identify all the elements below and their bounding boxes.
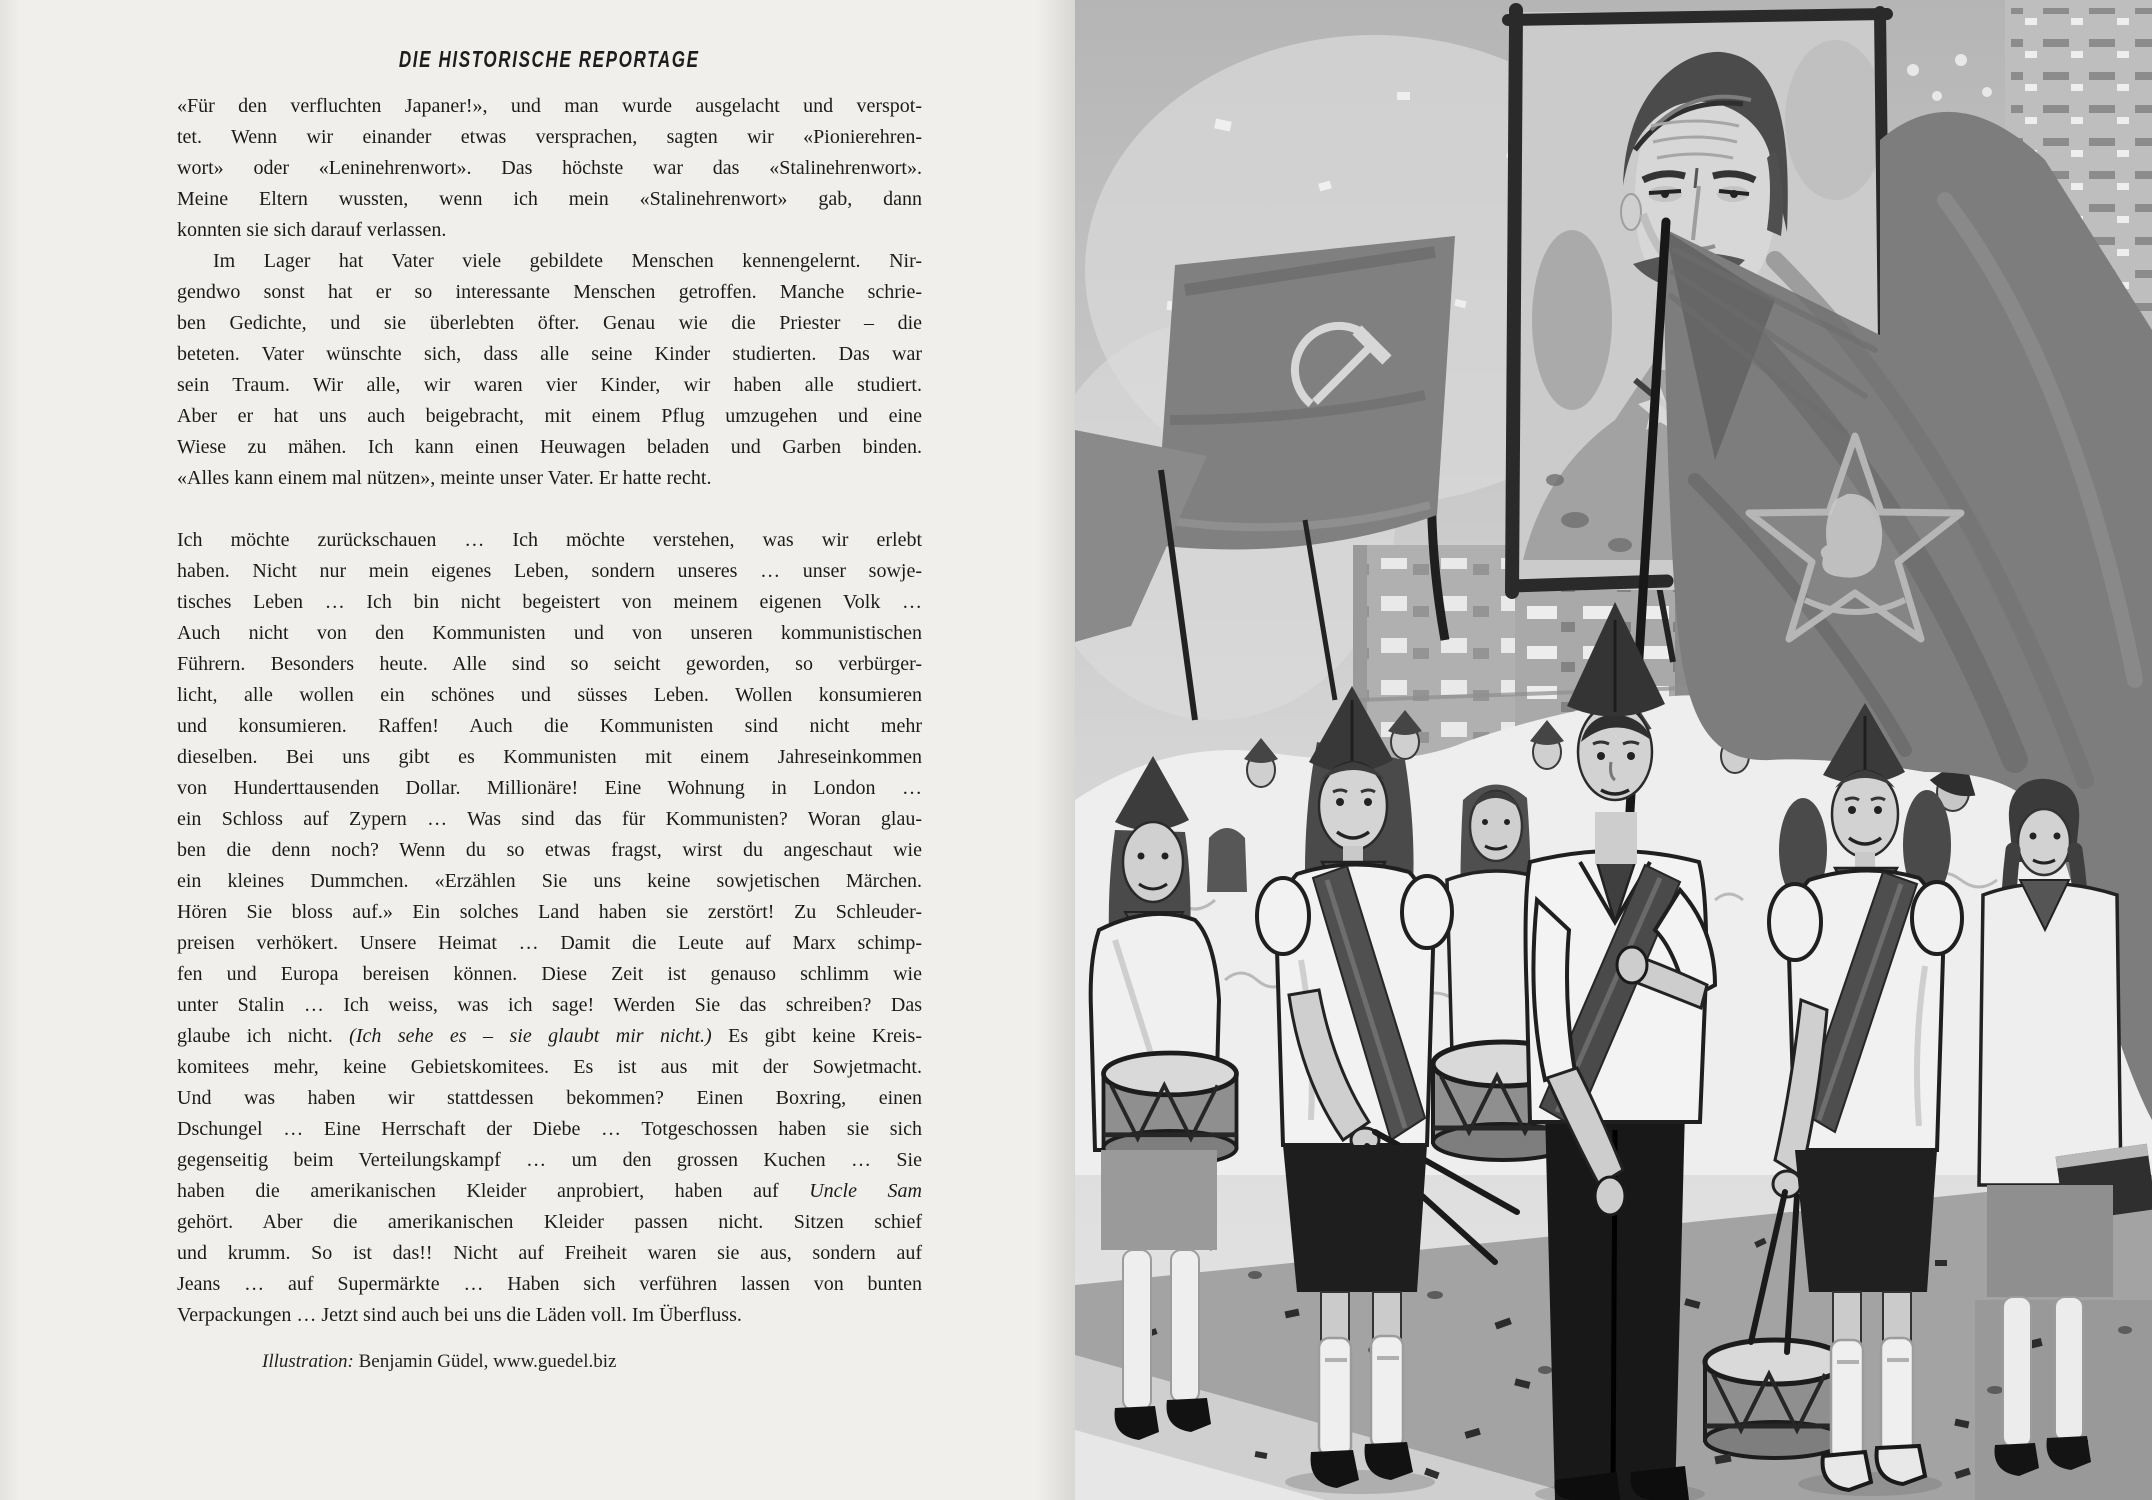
text-line: tet. Wenn wir einander etwas versprachen, sagten wir «Pionierehren-	[177, 126, 922, 148]
text-line: Verpackungen … Jetzt sind auch bei uns die Läden voll. Im Überfluss.	[177, 1304, 742, 1326]
text-line: preisen verhökert. Unsere Heimat … Damit die Leute auf Marx schimp-	[177, 932, 922, 954]
skirt	[1795, 1150, 1937, 1292]
credit-label: Illustration:	[262, 1351, 354, 1372]
text-line: Dschungel … Eine Herrschaft der Diebe … Totgeschossen haben sie sich	[177, 1118, 922, 1140]
page-edge-shadow	[0, 0, 20, 1500]
drum-front	[1705, 1340, 1845, 1458]
text-line: ben Gedichte, und sie überlebten öfter. Genau wie die Priester – die	[177, 312, 922, 334]
text-line: tisches Leben … Ich bin nicht begeistert von meinem eigenen Volk …	[177, 591, 922, 613]
text-line: Führern. Besonders heute. Alle sind so seicht geworden, so verbürger-	[177, 653, 922, 675]
section-kicker-label: DIE HISTORISCHE REPORTAGE	[399, 46, 700, 72]
text-line: sein Traum. Wir alle, wir waren vier Kinder, wir haben alle studiert.	[177, 374, 922, 396]
text-line: gendwo sonst hat er so interessante Menschen getroffen. Manche schrie-	[177, 281, 922, 303]
skirt	[1283, 1145, 1427, 1292]
text-line: glaube ich nicht. (Ich sehe es – sie glaubt mir nicht.) Es gibt keine Kreis-	[177, 1025, 923, 1047]
text-line: Im Lager hat Vater viele gebildete Menschen kennengelernt. Nir-	[213, 250, 922, 272]
text-page	[0, 0, 1075, 1500]
sandal	[1823, 1452, 1871, 1490]
text-line: Auch nicht von den Kommunisten und von unseren kommunistischen	[177, 622, 922, 644]
text-line: ben die denn noch? Wenn du so etwas fragst, wirst du angeschaut wie	[177, 839, 922, 861]
text-line: Ich möchte zurückschauen … Ich möchte verstehen, was wir erlebt	[177, 529, 922, 551]
text-line: ein kleines Dummchen. «Erzählen Sie uns keine sowjetischen Märchen.	[177, 870, 922, 892]
paragraph-space	[177, 494, 922, 525]
text-line: fen und Europa bereisen können. Diese Zeit ist genauso schlimm wie	[177, 963, 922, 985]
text-line: von Hunderttausenden Dollar. Millionäre! Eine Wohnung in London …	[177, 777, 922, 799]
text-line: Und was haben wir stattdessen bekommen? Einen Boxring, einen	[177, 1087, 922, 1109]
text-line: Wiese zu mähen. Ich kann einen Heuwagen beladen und Garben binden.	[177, 436, 922, 458]
text-line: haben. Nicht nur mein eigenes Leben, sondern unseres … unser sowje-	[177, 560, 922, 582]
text-line: gehört. Aber die amerikanischen Kleider passen nicht. Sitzen schief	[177, 1211, 922, 1233]
text-line: wort» oder «Leninehrenwort». Das höchste war das «Stalinehrenwort».	[177, 157, 922, 179]
text-line: Jeans … auf Supermärkte … Haben sich verführen lassen von bunten	[177, 1273, 922, 1295]
hand-lower	[1595, 1177, 1625, 1215]
text-line: dieselben. Bei uns gibt es Kommunisten mit einem Jahreseinkommen	[177, 746, 922, 768]
article-text	[177, 91, 922, 1331]
text-line: «Für den verfluchten Japaner!», und man wurde ausgelacht und verspot-	[177, 95, 922, 117]
text-line: unter Stalin … Ich weiss, was ich sage! Werden Sie das schreiben? Das	[177, 994, 922, 1016]
credit-text: Benjamin Güdel, www.guedel.biz	[353, 1351, 617, 1372]
text-line: Hören Sie bloss auf.» Ein solches Land haben sie zerstört! Zu Schleuder-	[177, 901, 922, 923]
text-line: Aber er hat uns auch beigebracht, mit einem Pflug umzugehen und eine	[177, 405, 922, 427]
text-line: licht, alle wollen ein schönes und süsses Leben. Wollen konsumieren	[177, 684, 922, 706]
text-line: beteten. Vater wünschte sich, dass alle seine Kinder studierten. Das war	[177, 343, 922, 365]
parade-illustration	[1075, 0, 2152, 1500]
text-line: ein Schloss auf Zypern … Was sind das für Kommunisten? Woran glau-	[177, 808, 922, 830]
page-gutter-shadow	[1037, 0, 1075, 1500]
text-line: und konsumieren. Raffen! Auch die Kommunisten sind nicht mehr	[177, 715, 922, 737]
text-line: und krumm. So ist das!! Nicht auf Freiheit waren sie aus, sondern auf	[177, 1242, 922, 1264]
text-line: gegenseitig beim Verteilungskampf … um den grossen Kuchen … Sie	[177, 1149, 922, 1171]
text-line: komitees mehr, keine Gebietskomitees. Es ist aus mit der Sowjetmacht.	[177, 1056, 922, 1078]
text-line: «Alles kann einem mal nützen», meinte unser Vater. Er hatte recht.	[177, 467, 712, 489]
illustration-credit	[262, 1351, 616, 1373]
parade-illustration-svg	[1075, 0, 2152, 1500]
sandal	[1877, 1446, 1925, 1484]
hand-upper	[1617, 947, 1647, 983]
text-line: konnten sie sich darauf verlassen.	[177, 219, 447, 241]
text-line: haben die amerikanischen Kleider anprobiert, haben auf Uncle Sam	[177, 1180, 922, 1202]
text-line: Meine Eltern wussten, wenn ich mein «Stalinehrenwort» gab, dann	[177, 188, 922, 210]
section-kicker	[177, 46, 922, 73]
